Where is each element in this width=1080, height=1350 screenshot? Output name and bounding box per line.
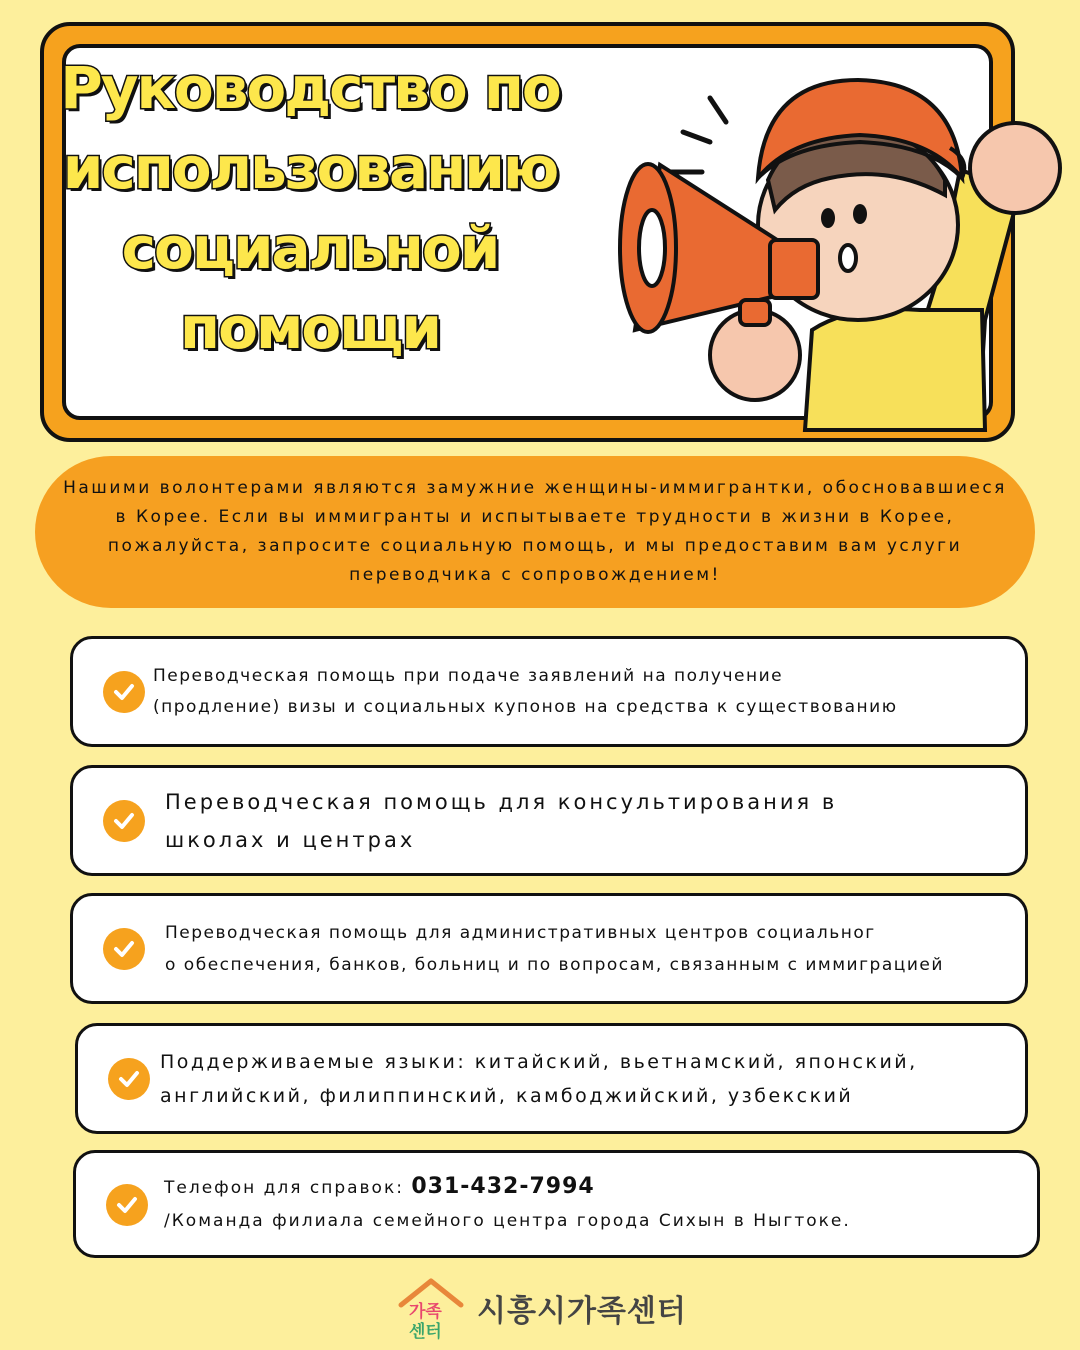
house-logo-icon bbox=[395, 1275, 467, 1341]
intro-banner bbox=[35, 456, 1035, 608]
contact-label: Телефон для справок: bbox=[164, 1178, 404, 1198]
check-icon bbox=[103, 800, 145, 842]
service-text: Переводческая помощь при подаче заявлений на получение bbox=[153, 665, 784, 686]
service-text: Переводческая помощь для консультирования в bbox=[165, 789, 838, 814]
contact-card bbox=[73, 1150, 1040, 1258]
shout-lines-icon bbox=[670, 98, 726, 172]
check-icon bbox=[106, 1184, 148, 1226]
title-line: использованию bbox=[62, 134, 558, 202]
service-text: о обеспечения, банков, больниц и по вопросам, связанным с иммиграцией bbox=[165, 954, 944, 975]
check-icon bbox=[108, 1058, 150, 1100]
intro-text: Нашими волонтерами являются замужние женщины-иммигрантки, обосновавшиеся в Корее. Если вы иммигранты и испытываете трудности в жизни в Корее, пожалуйста, запросите социальную помощь, и мы предоставим вам услуги переводчика с сопровождением! bbox=[63, 478, 1007, 585]
service-card-languages bbox=[75, 1023, 1028, 1134]
service-card-schools bbox=[70, 765, 1028, 876]
title-line: Руководство по bbox=[60, 54, 560, 122]
contact-phone[interactable]: 031-432-7994 bbox=[411, 1174, 595, 1199]
logo-top-text: 가족 bbox=[409, 1302, 442, 1322]
check-icon bbox=[103, 671, 145, 713]
page-title bbox=[30, 48, 590, 368]
service-text: школах и центрах bbox=[165, 827, 416, 852]
fist-icon bbox=[970, 123, 1060, 213]
check-icon bbox=[103, 928, 145, 970]
service-card-visa bbox=[70, 636, 1028, 747]
service-text: (продление) визы и социальных купонов на средства к существованию bbox=[153, 696, 898, 717]
logo-bottom-text: 센터 bbox=[409, 1322, 442, 1341]
footer-logo bbox=[395, 1275, 687, 1341]
title-line: помощи bbox=[180, 294, 440, 362]
contact-team: /Команда филиала семейного центра города Сихын в Ныгтоке. bbox=[164, 1211, 851, 1231]
body-icon bbox=[805, 309, 985, 430]
service-text: Переводческая помощь для административных центров социальног bbox=[165, 922, 876, 943]
megaphone-person-illustration bbox=[590, 60, 1070, 440]
title-line: социальной bbox=[121, 214, 499, 282]
service-text: английский, филиппинский, камбоджийский, узбекский bbox=[160, 1084, 854, 1107]
service-card-administration bbox=[70, 893, 1028, 1004]
service-text: Поддерживаемые языки: китайский, вьетнамский, японский, bbox=[160, 1050, 918, 1073]
org-name: 시흥시가족센터 bbox=[477, 1294, 687, 1329]
